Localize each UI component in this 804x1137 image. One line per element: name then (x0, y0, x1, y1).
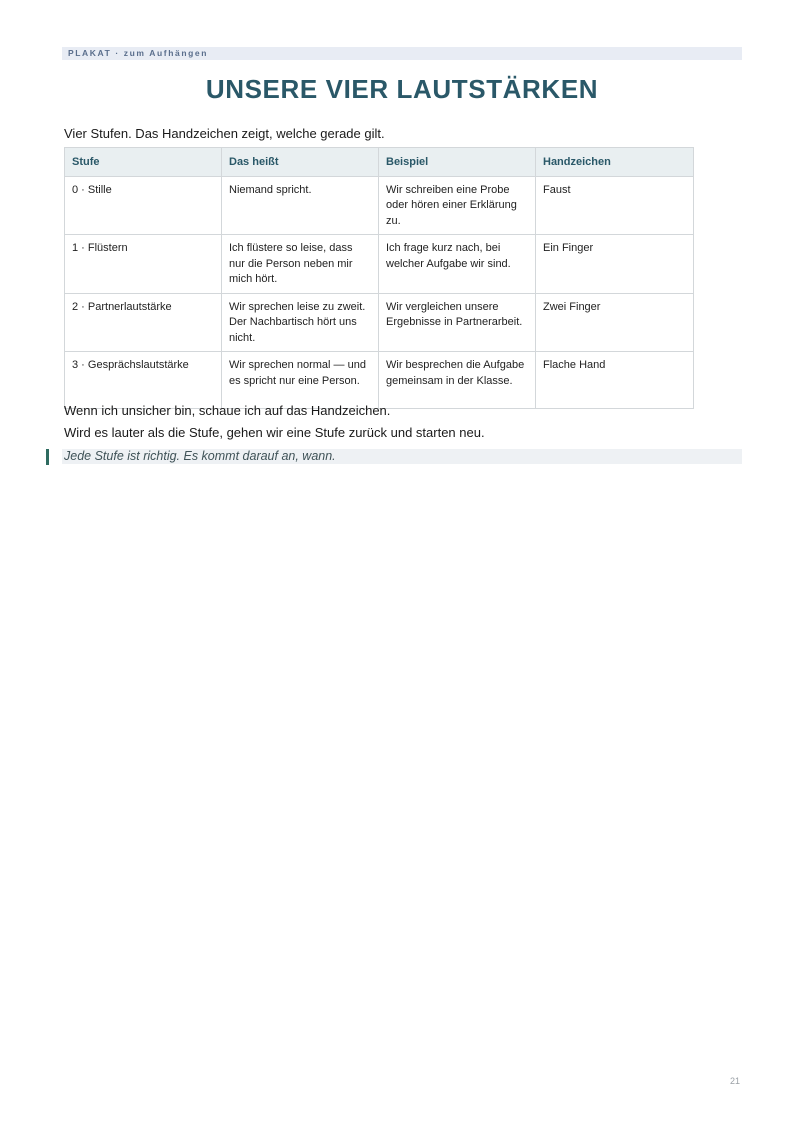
cell-das-heisst: Niemand spricht. (222, 176, 379, 235)
page-number: 21 (729, 1076, 740, 1086)
cell-beispiel: Wir besprechen die Aufgabe gemeinsam in der Klasse. (379, 352, 536, 409)
column-header-stufe: Stufe (65, 148, 222, 177)
callout-text: Jede Stufe ist richtig. Es kommt darauf an, wann. (64, 449, 336, 463)
volume-levels-table (64, 147, 694, 409)
note-unsure: Wenn ich unsicher bin, schaue ich auf das Handzeichen. (64, 403, 391, 418)
callout-accent-bar (46, 449, 49, 465)
cell-stufe: 2 · Partnerlautstärke (65, 293, 222, 352)
intro-text: Vier Stufen. Das Handzeichen zeigt, welche gerade gilt. (64, 126, 385, 141)
cell-das-heisst: Wir sprechen leise zu zweit. Der Nachbartisch hört uns nicht. (222, 293, 379, 352)
column-header-handzeichen: Handzeichen (536, 148, 694, 177)
table-row (65, 235, 694, 294)
cell-beispiel: Wir schreiben eine Probe oder hören einer Erklärung zu. (379, 176, 536, 235)
poster-kicker: PLAKAT · zum Aufhängen (62, 47, 742, 60)
cell-das-heisst: Ich flüstere so leise, dass nur die Person neben mir mich hört. (222, 235, 379, 294)
table-row (65, 176, 694, 235)
cell-das-heisst: Wir sprechen normal — und es spricht nur eine Person. (222, 352, 379, 409)
column-header-beispiel: Beispiel (379, 148, 536, 177)
cell-handzeichen: Flache Hand (536, 352, 694, 409)
cell-beispiel: Ich frage kurz nach, bei welcher Aufgabe wir sind. (379, 235, 536, 294)
callout-box (46, 449, 742, 464)
column-header-das-heisst: Das heißt (222, 148, 379, 177)
table-header-row (65, 148, 694, 177)
cell-stufe: 3 · Gesprächslautstärke (65, 352, 222, 409)
page-title: UNSERE VIER LAUTSTÄRKEN (205, 74, 599, 104)
cell-stufe: 1 · Flüstern (65, 235, 222, 294)
cell-handzeichen: Ein Finger (536, 235, 694, 294)
table-row (65, 293, 694, 352)
cell-handzeichen: Faust (536, 176, 694, 235)
cell-beispiel: Wir vergleichen unsere Ergebnisse in Partnerarbeit. (379, 293, 536, 352)
cell-handzeichen: Zwei Finger (536, 293, 694, 352)
note-louder: Wird es lauter als die Stufe, gehen wir eine Stufe zurück und starten neu. (64, 425, 485, 440)
table-row (65, 352, 694, 409)
cell-stufe: 0 · Stille (65, 176, 222, 235)
